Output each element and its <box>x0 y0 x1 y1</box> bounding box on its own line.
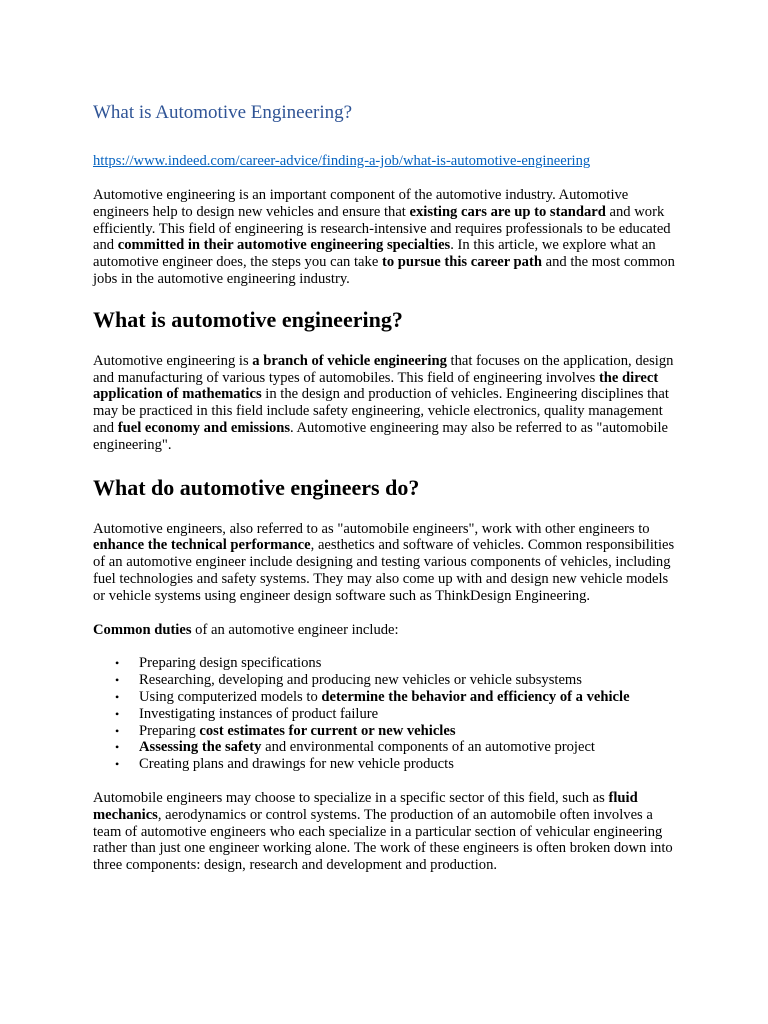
bullet-icon: • <box>115 656 120 671</box>
bullet-icon: • <box>115 706 120 721</box>
bold-text: fuel economy and emissions <box>117 419 291 436</box>
text-run: and the most common jobs in the automotive engineering industry. <box>93 254 675 287</box>
text-run: and work efficiently. This field of engineering is research-intensive and requires professionals to be educated and <box>93 203 671 254</box>
list-item <box>93 723 683 740</box>
text-run: Investigating instances of product failure <box>139 705 379 722</box>
bold-text: enhance the technical performance <box>93 537 311 554</box>
list-item <box>93 655 683 672</box>
intro-paragraph <box>93 187 683 288</box>
text-run: Preparing <box>139 722 200 739</box>
text-run: Preparing design specifications <box>139 655 322 672</box>
bold-text: Common duties <box>93 621 192 638</box>
list-item <box>93 672 683 689</box>
bold-text: fluid mechanics <box>93 789 638 823</box>
list-item <box>93 739 683 756</box>
text-run: of an automotive engineer include: <box>191 621 399 638</box>
bold-text: cost estimates for current or new vehicles <box>199 722 456 739</box>
bold-text: Assessing the safety <box>139 739 262 756</box>
bold-text: committed in their automotive engineering specialties <box>117 237 451 254</box>
bold-text: the direct application of mathematics <box>93 369 659 403</box>
definition-paragraph <box>93 353 683 454</box>
text-run: Automotive engineers, also referred to as "automobile engineers", work with other engineers to <box>93 520 650 537</box>
bold-text: to pursue this career path <box>381 254 542 271</box>
list-item <box>93 756 683 773</box>
text-run: Automotive engineering is <box>93 352 253 369</box>
specialization-paragraph <box>93 790 683 874</box>
duties-list <box>93 655 683 773</box>
bold-text: existing cars are up to standard <box>409 203 606 220</box>
text-run: . Automotive engineering may also be referred to as "automobile engineering". <box>93 419 669 453</box>
bullet-icon: • <box>115 740 120 755</box>
document-page <box>93 100 683 874</box>
text-run: Researching, developing and producing new vehicles or vehicle subsystems <box>139 672 582 689</box>
bullet-icon: • <box>115 689 120 704</box>
text-run: that focuses on the application, design and manufacturing of various types of automobiles. This field of engineering involves <box>93 352 674 386</box>
bullet-icon: • <box>115 673 120 688</box>
text-run: and environmental components of an automotive project <box>261 739 595 756</box>
source-link[interactable]: https://www.indeed.com/career-advice/finding-a-job/what-is-automotive-engineering <box>93 153 591 169</box>
bold-text: a branch of vehicle engineering <box>252 352 447 369</box>
text-run: in the design and production of vehicles. Engineering disciplines that may be practiced in this field include safety engineering, vehicle electronics, quality management and <box>93 386 669 436</box>
heading-what-is: What is automotive engineering? <box>93 306 403 332</box>
text-run: . In this article, we explore what an automotive engineer does, the steps you can take <box>93 237 656 271</box>
bold-text: determine the behavior and efficiency of a vehicle <box>321 688 630 705</box>
text-run: , aesthetics and software of vehicles. Common responsibilities of an automotive engineer include designing and testing various components of vehicles, including fuel technologies and safety systems. They may also come up with and design new vehicle models or vehicle systems using engineer design software such as ThinkDesign Engineering. <box>93 537 675 604</box>
text-run: Automotive engineering is an important component of the automotive industry. Automotive engineers help to design new vehicles and ensure that <box>93 187 629 220</box>
duties-intro-paragraph <box>93 622 683 639</box>
bullet-icon: • <box>115 723 120 738</box>
list-item <box>93 706 683 723</box>
heading-what-do: What do automotive engineers do? <box>93 474 420 500</box>
list-item <box>93 689 683 706</box>
text-run: Creating plans and drawings for new vehicle products <box>139 756 454 773</box>
bullet-icon: • <box>115 757 120 772</box>
text-run: Automobile engineers may choose to specialize in a specific sector of this field, such as <box>93 789 609 806</box>
role-paragraph <box>93 521 683 605</box>
document-title: What is Automotive Engineering? <box>93 102 353 123</box>
text-run: Using computerized models to <box>139 688 322 705</box>
text-run: , aerodynamics or control systems. The production of an automobile often involves a team of automotive engineers who each specialize in a particular section of vehicular engineering rather than just one engineer working alone. The work of these engineers is often broken down into three components: design, research and development and production. <box>93 806 673 874</box>
